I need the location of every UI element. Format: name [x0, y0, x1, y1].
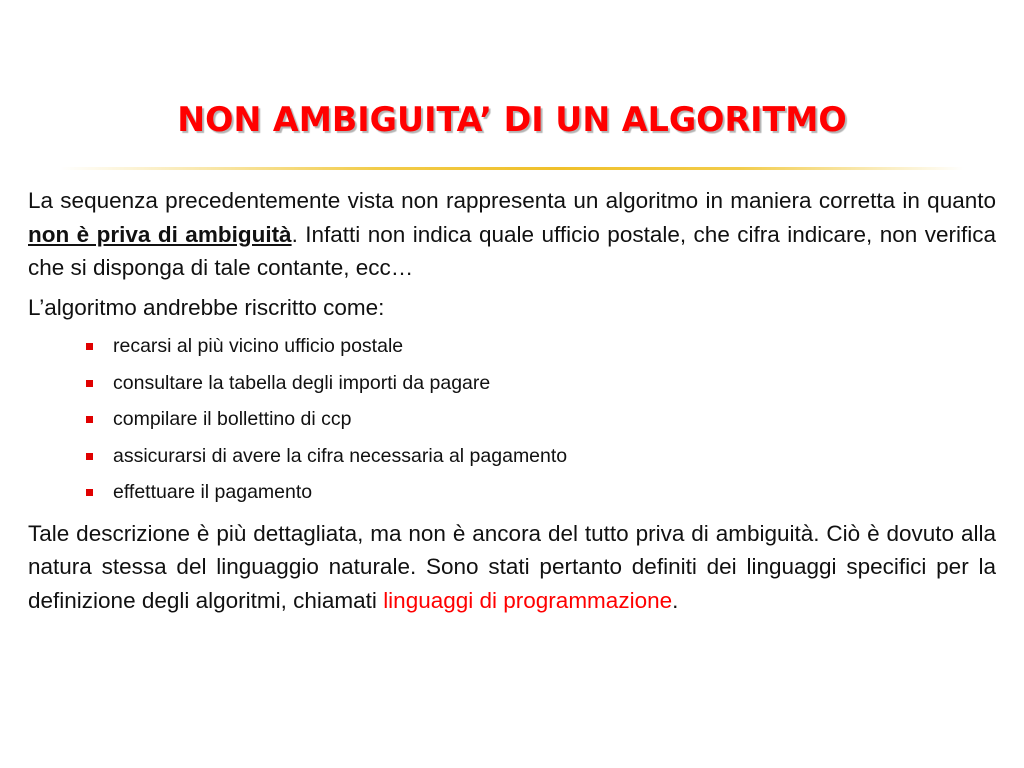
paragraph-intro-text: La sequenza precedentemente vista non rappresenta un algoritmo in maniera corretta in quanto	[28, 188, 996, 213]
rewrite-intro: L’algoritmo andrebbe riscritto come:	[28, 294, 385, 320]
list-item	[86, 474, 996, 511]
emphasis-ambiguity: non è priva di ambiguità	[28, 221, 292, 247]
slide-title: NON AMBIGUITA’ DI UN ALGORITMO	[177, 100, 847, 140]
bullet-square-icon	[86, 380, 93, 387]
list-item-text: consultare la tabella degli importi da pagare	[113, 371, 491, 394]
paragraph-conclusion-text: Tale descrizione è più dettagliata, ma non è ancora del tutto priva di ambiguità. Ciò è dovuto alla natura stessa del linguaggio naturale. Sono stati pertanto definiti dei linguaggi specifici per la definizione degli algoritmi, chiamati	[28, 520, 996, 613]
list-item	[86, 438, 996, 475]
list-item-text: compilare il bollettino di ccp	[113, 408, 352, 430]
list-item	[86, 365, 996, 402]
list-item-text: assicurarsi di avere la cifra necessaria al pagamento	[113, 444, 568, 467]
list-item-text: recarsi al più vicino ufficio postale	[113, 335, 404, 357]
paragraph-conclusion	[28, 517, 996, 618]
bullet-square-icon	[86, 453, 93, 460]
bullet-square-icon	[86, 489, 93, 496]
paragraph-intro-rest: . Infatti non indica quale ufficio postale, che cifra indicare, non verifica che si disponga di tale contante, ecc…	[28, 221, 996, 280]
bullet-square-icon	[86, 416, 93, 423]
list-item	[86, 328, 996, 365]
highlight-programming-languages: linguaggi di programmazione	[383, 587, 673, 613]
steps-list	[28, 328, 996, 511]
slide-body	[28, 184, 996, 617]
list-item-text: effettuare il pagamento	[113, 481, 313, 503]
title-divider	[60, 167, 964, 170]
paragraph-intro	[28, 184, 996, 285]
paragraph-conclusion-end: .	[672, 587, 679, 613]
bullet-square-icon	[86, 343, 93, 350]
list-item	[86, 401, 996, 438]
